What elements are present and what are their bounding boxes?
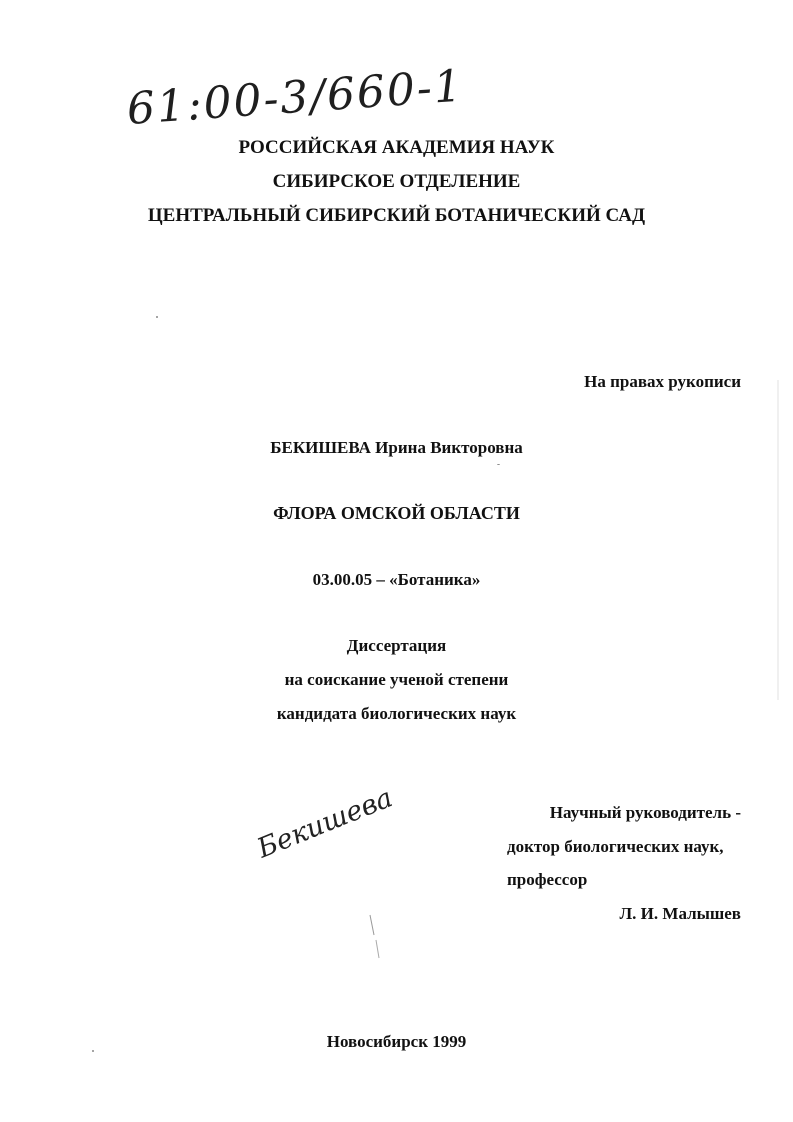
author-name [0,438,793,458]
scan-speck [497,464,500,465]
dissertation-line-2: на соискание ученой степени [284,670,509,689]
scan-speck [156,316,158,318]
supervisor-name: Л. И. Малышев [619,904,741,923]
org-line-garden: ЦЕНТРАЛЬНЫЙ СИБИРСКИЙ БОТАНИЧЕСКИЙ САД [147,205,646,226]
org-line-branch: СИБИРСКОЕ ОТДЕЛЕНИЕ [272,171,521,192]
supervisor-degree: доктор биологических наук, [507,837,724,856]
specialty-code: 03.00.05 – «Ботаника» [312,570,481,589]
dissertation-line-1: Диссертация [346,636,447,655]
dissertation-line-3: кандидата биологических наук [276,704,517,723]
year: 1999 [432,1032,467,1051]
archive-number-text: 61:00-3/660-1 [125,60,466,135]
city-year [0,1032,793,1052]
dissertation-title: ФЛОРА ОМСКОЙ ОБЛАСТИ [273,503,520,523]
scan-mark [376,940,379,958]
scan-mark [370,915,374,935]
scan-speck [92,1050,94,1052]
signature-text: Бекишева [253,782,397,865]
author-surname: БЕКИШЕВА [270,438,371,457]
supervisor-role: Научный руководитель - [549,803,741,822]
author-given-names: Ирина Викторовна [375,438,523,457]
city: Новосибирск [326,1032,429,1051]
org-line-academy: РОССИЙСКАЯ АКАДЕМИЯ НАУК [238,137,555,158]
manuscript-note: На правах рукописи [584,372,741,391]
supervisor-rank: профессор [507,870,588,889]
